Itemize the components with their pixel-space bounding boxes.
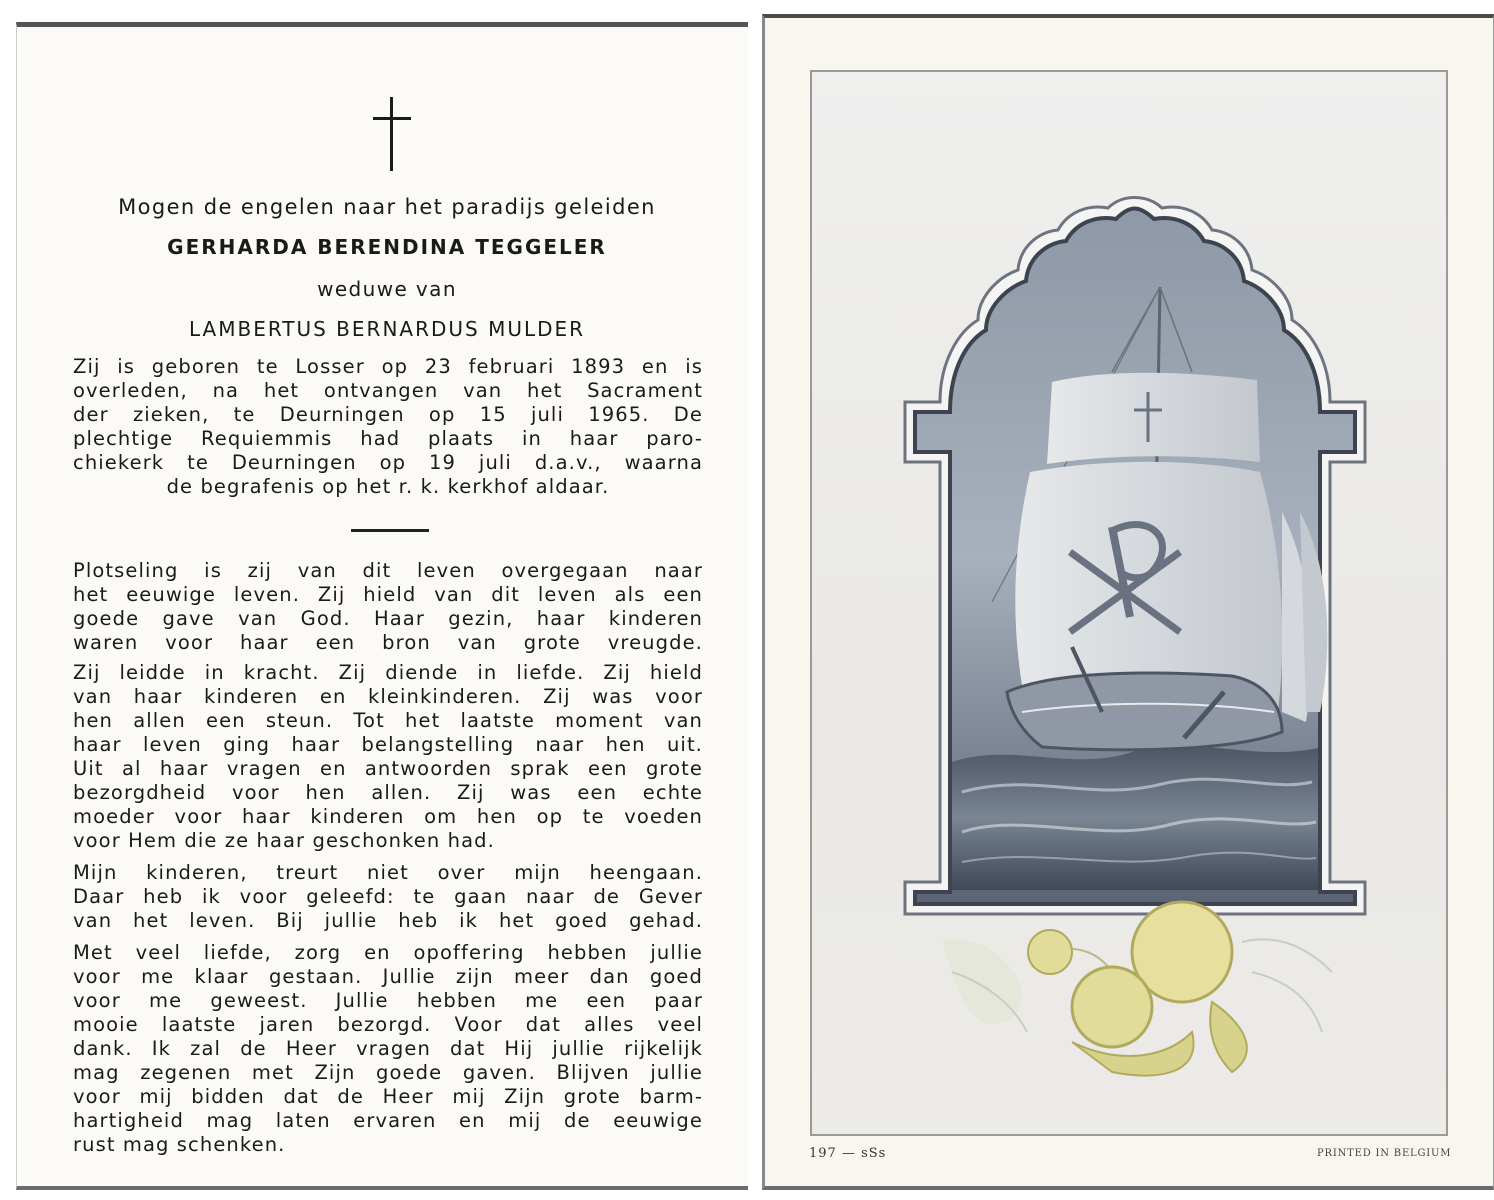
- text-line: voor me klaar gestaan. Jullie zijn meer dan goed: [73, 965, 703, 988]
- divider: [351, 529, 429, 532]
- text-line: voor Hem die ze haar geschonken had.: [73, 829, 495, 852]
- biography-paragraph: [73, 355, 703, 499]
- text-line: Met veel liefde, zorg en opoffering hebben jullie: [73, 941, 703, 964]
- text-line: Zij leidde in kracht. Zij diende in liefde. Zij hield: [73, 661, 703, 684]
- text-line: hartigheid mag laten ervaren en mij de eeuwige: [73, 1109, 703, 1132]
- text-line: voor me geweest. Jullie hebben me een paar: [73, 989, 703, 1012]
- text-line: Zij is geboren te Losser op 23 februari 1893 en is: [73, 355, 703, 378]
- text-line: mag zegenen met Zijn goede gaven. Blijven jullie: [73, 1061, 703, 1084]
- memorial-text-card: [16, 22, 748, 1190]
- text-line: der zieken, te Deurningen op 15 juli 1965. De: [73, 403, 703, 426]
- text-paragraph: [73, 941, 703, 1157]
- text-line: het eeuwige leven. Zij hield van dit leven als een: [73, 583, 703, 606]
- text-line: Daar heb ik voor geleefd: te gaan naar de Gever: [73, 885, 703, 908]
- text-line: Plotseling is zij van dit leven overgegaan naar: [73, 559, 703, 582]
- printer-note: PRINTED IN BELGIUM: [1317, 1148, 1452, 1159]
- text-line: plechtige Requiemmis had plaats in haar paro-: [73, 427, 703, 450]
- text-line: bezorgdheid voor hen allen. Zij was een echte: [73, 781, 703, 804]
- cross-icon: [367, 97, 417, 171]
- relation-label: weduwe van: [317, 277, 457, 301]
- picture-frame: [810, 70, 1448, 1136]
- spouse-name: LAMBERTUS BERNARDUS MULDER: [188, 317, 586, 341]
- text-line: van haar kinderen en kleinkinderen. Zij was voor: [73, 685, 703, 708]
- prayer-heading: Mogen de engelen naar het paradijs geleiden: [118, 195, 656, 219]
- text-line: haar leven ging haar belangstelling naar hen uit.: [73, 733, 703, 756]
- text-paragraph: [73, 661, 703, 853]
- text-line: waren voor haar een bron van grote vreugde.: [73, 631, 703, 654]
- text-paragraph: [73, 559, 703, 655]
- text-line: chiekerk te Deurningen op 19 juli d.a.v., waarna: [73, 451, 703, 474]
- memorial-picture-card: [762, 14, 1494, 1190]
- text-paragraph: [73, 861, 703, 933]
- ship-illustration: [812, 72, 1446, 1134]
- text-line: rust mag schenken.: [73, 1133, 286, 1156]
- print-code: 197 — sSs: [809, 1146, 887, 1161]
- text-line: voor mij bidden dat de Heer mij Zijn grote barm-: [73, 1085, 703, 1108]
- text-line: moeder voor haar kinderen om hen op te voeden: [73, 805, 703, 828]
- text-line: goede gave van God. Haar gezin, haar kinderen: [73, 607, 703, 630]
- text-line: Mijn kinderen, treurt niet over mijn heengaan.: [73, 861, 703, 884]
- text-line: Uit al haar vragen en antwoorden sprak een grote: [73, 757, 703, 780]
- deceased-name: GERHARDA BERENDINA TEGGELER: [167, 235, 607, 259]
- text-line: van het leven. Bij jullie heb ik het goed gehad.: [73, 909, 703, 932]
- text-line: hen allen een steun. Tot het laatste moment van: [73, 709, 703, 732]
- text-line: dank. Ik zal de Heer vragen dat Hij jullie rijkelijk: [73, 1037, 703, 1060]
- chrysanthemum-icon: [942, 902, 1332, 1076]
- text-line: overleden, na het ontvangen van het Sacrament: [73, 379, 703, 402]
- text-line: de begrafenis op het r. k. kerkhof aldaar.: [166, 475, 610, 498]
- text-line: mooie laatste jaren bezorgd. Voor dat alles veel: [73, 1013, 703, 1036]
